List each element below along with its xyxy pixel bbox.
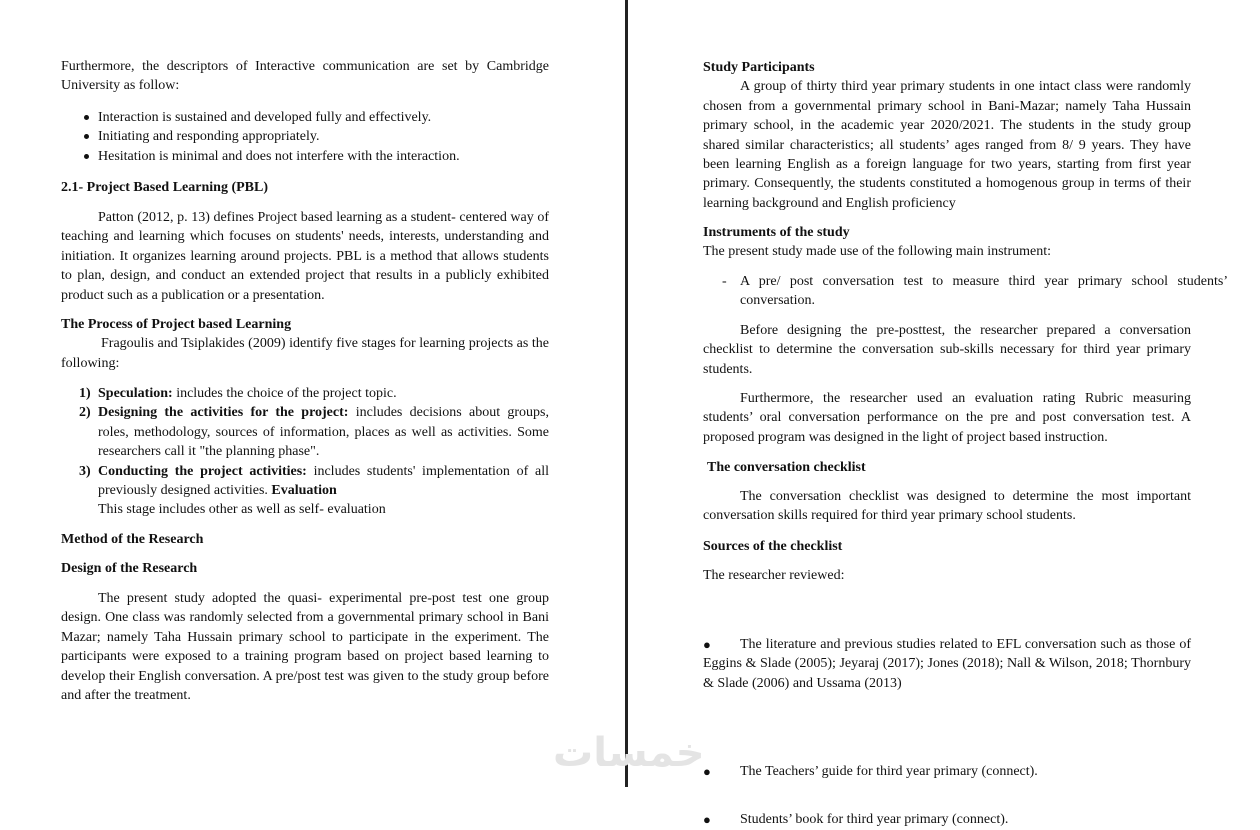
item-bold-term: Evaluation — [271, 483, 337, 499]
item-title: Speculation: — [98, 386, 173, 401]
list-item: Interaction is sustained and developed fully and effectively. — [61, 108, 549, 127]
participants-heading: Study Participants — [703, 60, 815, 75]
item-text: includes students' implementation of all previously designed activities. — [98, 463, 550, 499]
list-item — [703, 635, 1191, 693]
list-item: Initiating and responding appropriately. — [61, 127, 549, 146]
watermark-logo: خمسات — [553, 730, 705, 776]
item-title: Designing the activities for the project: — [98, 405, 349, 421]
design-heading: Design of the Research — [61, 561, 198, 576]
list-item — [61, 384, 549, 403]
dash-bullet: - — [722, 274, 727, 289]
stages-list — [61, 384, 549, 520]
checklist-heading: The conversation checklist — [707, 460, 866, 475]
list-item — [703, 810, 1191, 829]
process-block — [61, 315, 549, 373]
item-text: The literature and previous studies related to EFL conversation such as those of Eggins & Slade (2005); Jeyaraj (2017); Jones (2018); Nall & Wilson, 2018; Thornbury & Slade (2006) and Ussama (2013) — [703, 636, 1191, 691]
checklist-paragraph: The conversation checklist was designed to determine the most important conversation skills required for third year primary school students. — [703, 489, 1191, 524]
process-paragraph: Fragoulis and Tsiplakides (2009) identify five stages for learning projects as the following: — [61, 336, 549, 371]
item-text: The Teachers’ guide for third year primary (connect). — [740, 764, 1038, 780]
section-heading-pbl: 2.1- Project Based Learning (PBL) — [61, 180, 268, 195]
instruments-block — [703, 223, 1191, 262]
instruments-heading: Instruments of the study — [703, 225, 850, 240]
participants-block — [703, 58, 1191, 213]
item-number: 3) — [79, 463, 91, 479]
intro-paragraph: Furthermore, the descriptors of Interactive communication are set by Cambridge University as follow: — [61, 59, 549, 94]
item-text: includes the choice of the project topic. — [172, 386, 397, 401]
list-item — [703, 272, 1228, 311]
descriptor-list — [61, 108, 549, 166]
method-heading: Method of the Research — [61, 532, 204, 547]
sources-intro: The researcher reviewed: — [703, 568, 845, 583]
item-text: includes decisions about groups, roles, methodology, sources of information, places as well as activities. Some researchers call it "the planning phase". — [98, 405, 549, 460]
list-item — [61, 462, 549, 520]
bullet-icon: ● — [703, 812, 711, 828]
item-number: 2) — [79, 405, 91, 421]
right-page — [629, 0, 1260, 828]
participants-paragraph: A group of thirty third year primary students in one intact class were randomly chosen from a governmental primary school in Bani-Mazar; namely Taha Hussain primary school, in the academic year 2020/2021. The students in the study group shared similar characteristics; all students’ ages ranged from 8/ 9 years. They have been learning English as a foreign language for two years, starting from first year primary. Consequently, the students constituted a homogenous group in terms of their learning background and English proficiency — [703, 79, 1191, 211]
item-extra-line: This stage includes other as well as self- evaluation — [98, 502, 386, 518]
list-item — [703, 762, 1191, 781]
page-divider — [625, 0, 628, 787]
rubric-paragraph: Furthermore, the researcher used an evaluation rating Rubric measuring students’ oral conversation performance on the pre and post conversation test. A proposed program was designed in the light of project based instruction. — [703, 391, 1191, 445]
sources-heading: Sources of the checklist — [703, 539, 843, 554]
list-item: Hesitation is minimal and does not interfere with the interaction. — [61, 147, 549, 166]
item-text: A pre/ post conversation test to measure third year primary school students’ conversation. — [740, 274, 1228, 309]
bullet-icon: ● — [703, 636, 711, 652]
before-paragraph: Before designing the pre-posttest, the researcher prepared a conversation checklist to determine the conversation sub-skills necessary for third year primary students. — [703, 323, 1191, 377]
design-paragraph: The present study adopted the quasi- experimental pre-post test one group design. One class was randomly selected from a governmental primary school in Bani Mazar; namely Taha Hussain primary school to participate in the experiment. The participants were exposed to a training program based on project based learning to develop their English conversation. A pre/post test was given to the study group before and after the treatment. — [61, 591, 549, 704]
bullet-icon: ● — [703, 764, 711, 780]
instruments-intro: The present study made use of the following main instrument: — [703, 244, 1051, 260]
list-item — [61, 403, 549, 461]
item-text: Students’ book for third year primary (connect). — [740, 812, 1009, 828]
item-title: Conducting the project activities: — [98, 463, 307, 479]
pbl-paragraph: Patton (2012, p. 13) defines Project based learning as a student- centered way of teaching and learning which focuses on students' needs, interests, understanding and initiation. It organizes learning around projects. PBL is a method that allows students to plan, design, and conduct an extended project that results in a publicly exhibited product such as a publication or a presentation. — [61, 210, 549, 303]
left-page — [0, 0, 625, 787]
item-number: 1) — [79, 386, 91, 401]
process-heading: The Process of Project based Learning — [61, 317, 292, 332]
